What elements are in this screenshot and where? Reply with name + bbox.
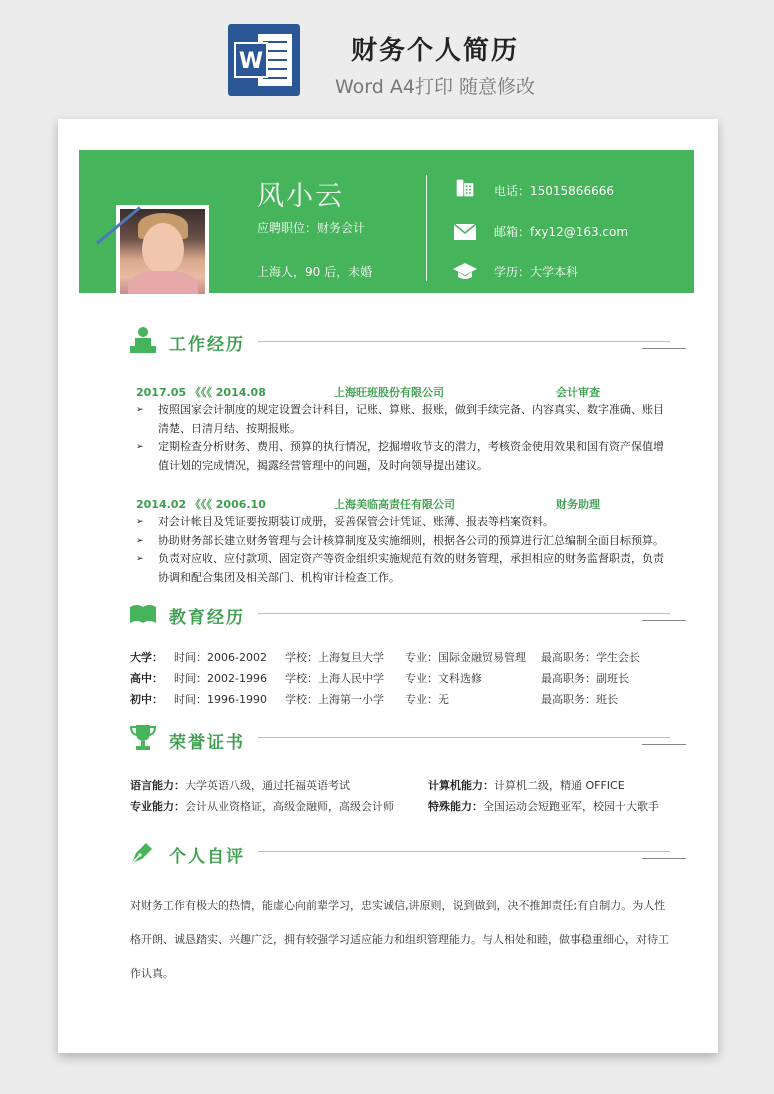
table-row: [130, 670, 690, 688]
job-period: 2017.05 《《《 2014.08: [136, 386, 266, 399]
edu-time: 时间：1996-1990: [174, 693, 267, 706]
edu-school: 学校：上海复旦大学: [285, 651, 384, 664]
edu-major: 专业：文科选修: [405, 672, 482, 685]
list-item: ➢ 按照国家会计制度的规定设置会计科目，记账、算账、报账，做到手续完备、内容真实、数字准确、账目清楚、日清月结、按期报账。: [136, 401, 666, 438]
book-icon: [128, 599, 158, 629]
phone-icon: [453, 178, 477, 198]
section-divider: [258, 851, 670, 852]
edu-role: 最高职务：副班长: [541, 672, 629, 685]
candidate-name: 风小云: [257, 181, 344, 212]
work-person-icon: [128, 325, 158, 355]
edu-time: 时间：2002-1996: [174, 672, 267, 685]
edu-school: 学校：上海人民中学: [285, 672, 384, 685]
edu-school: 学校：上海第一小学: [285, 693, 384, 706]
section-title-work: 工作经历: [169, 335, 245, 355]
job-position: 会计审查: [556, 386, 600, 399]
mail-icon: [453, 222, 477, 242]
list-item: ➢ 负责对应收、应付款项、固定资产等资金组织实施规范有效的财务管理，承担相应的财务监督职责，负责协调和配合集团及相关部门、机构审计检查工作。: [136, 550, 666, 587]
honor-special: 特殊能力：全国运动会短跑亚军，校园十大歌手: [428, 800, 659, 813]
banner-title: 财务个人简历: [350, 36, 519, 66]
trophy-icon: [128, 723, 158, 753]
honor-language: 语言能力：大学英语八级，通过托福英语考试: [130, 779, 350, 792]
edu-major: 专业：无: [405, 693, 449, 706]
edu-level: 初中：: [130, 693, 163, 706]
avatar: [116, 205, 209, 298]
contact-education: 学历：大学本科: [494, 265, 579, 279]
edu-level: 大学：: [130, 651, 163, 664]
section-divider-accent: [642, 348, 686, 349]
word-logo-icon: W: [228, 24, 300, 96]
job-position: 财务助理: [556, 498, 600, 511]
top-banner: [0, 0, 774, 110]
section-title-education: 教育经历: [169, 608, 245, 628]
section-divider-accent: [642, 744, 686, 745]
job-company: 上海美临高责任有限公司: [334, 498, 455, 511]
section-divider: [258, 613, 670, 614]
edu-major: 专业：国际金融贸易管理: [405, 651, 526, 664]
section-divider: [258, 737, 670, 738]
table-row: [130, 649, 690, 667]
table-row: [130, 691, 690, 709]
honor-computer: 计算机能力：计算机二级，精通 OFFICE: [428, 779, 625, 792]
contact-email: 邮箱：fxy12@163.com: [494, 225, 629, 239]
pen-icon: [128, 837, 158, 867]
target-job: 应聘职位：财务会计: [257, 221, 366, 235]
edu-level: 高中：: [130, 672, 163, 685]
graduation-cap-icon: [453, 261, 477, 281]
section-divider: [258, 341, 670, 342]
resume-page: [58, 119, 718, 1053]
list-item: ➢ 对会计帐目及凭证要按期装订成册，妥善保管会计凭证、账薄、报表等档案资料。: [136, 513, 666, 532]
job-duties: [136, 401, 666, 475]
header-divider: [426, 175, 427, 281]
list-item: ➢ 定期检查分析财务、费用、预算的执行情况，挖掘增收节支的潜力，考核资金使用效果和国有资产保值增值计划的完成情况，揭露经营管理中的问题，及时向领导提出建议。: [136, 438, 666, 475]
banner-subtitle: Word A4打印 随意修改: [334, 76, 535, 98]
list-item: ➢ 协助财务部长建立财务管理与会计核算制度及实施细则，根据各公司的预算进行汇总编制全面目标预算。: [136, 532, 666, 551]
section-title-honors: 荣誉证书: [169, 733, 245, 753]
personal-info: 上海人，90 后，未婚: [257, 265, 373, 279]
self-evaluation-text: 对财务工作有极大的热情，能虚心向前辈学习，忠实诚信,讲原则，说到做到，决不推卸责任;有自制力。为人性格开朗、诚恳踏实、兴趣广泛，拥有较强学习适应能力和组织管理能力。与人相处和睦，做事稳重细心，对待工作认真。: [130, 899, 669, 980]
honor-professional: 专业能力：会计从业资格证，高级金融师，高级会计师: [130, 800, 394, 813]
edu-role: 最高职务：班长: [541, 693, 618, 706]
section-title-self: 个人自评: [169, 847, 245, 867]
job-period: 2014.02 《《《 2006.10: [136, 498, 266, 511]
contact-phone: 电话：15015866666: [494, 184, 614, 198]
job-company: 上海旺班股份有限公司: [334, 386, 444, 399]
resume-header: [79, 150, 694, 293]
section-divider-accent: [642, 620, 686, 621]
edu-role: 最高职务：学生会长: [541, 651, 640, 664]
edu-time: 时间：2006-2002: [174, 651, 267, 664]
section-divider-accent: [642, 858, 686, 859]
job-duties: [136, 513, 666, 587]
